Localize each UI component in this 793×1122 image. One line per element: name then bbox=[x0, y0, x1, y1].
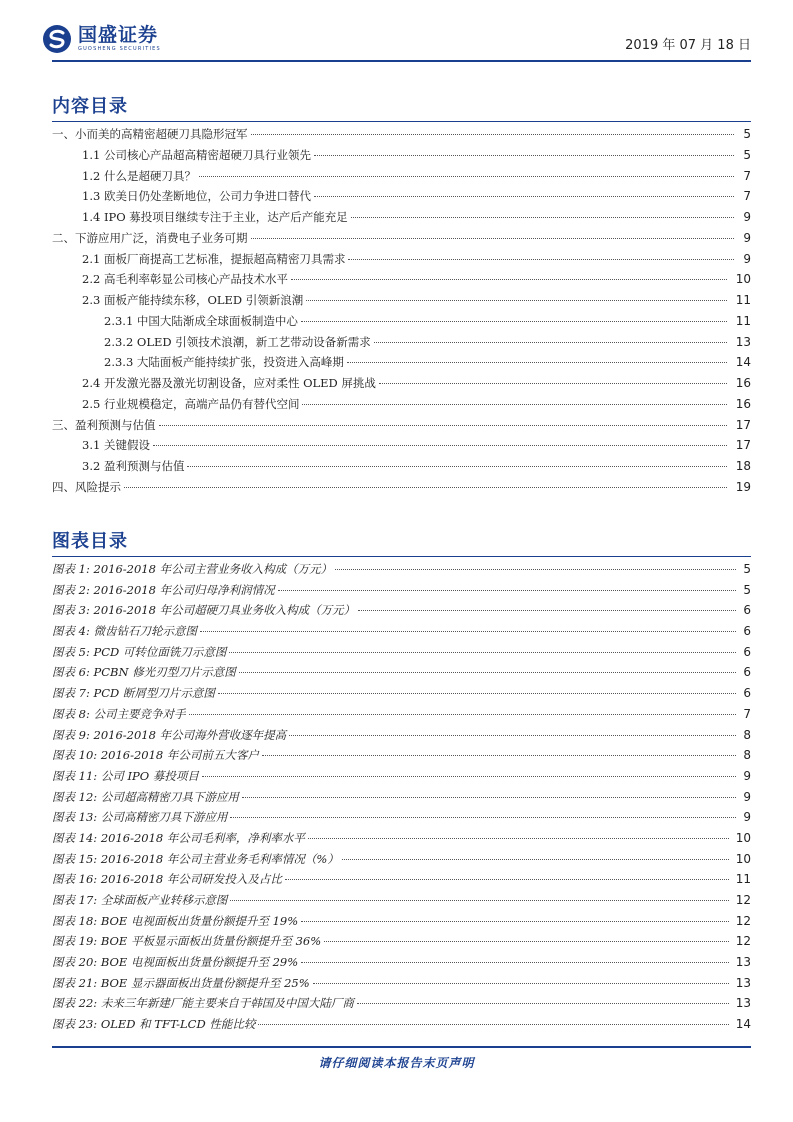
dot-leader bbox=[278, 590, 737, 591]
figure-entry[interactable] bbox=[52, 975, 751, 996]
toc-entry[interactable] bbox=[52, 313, 751, 334]
dot-leader bbox=[379, 383, 727, 384]
header-rule bbox=[52, 60, 751, 62]
report-date: 2019 年 07 月 18 日 bbox=[625, 38, 751, 53]
dot-leader bbox=[229, 652, 736, 653]
figure-entry-label: 图表 19: BOE 平板显示面板出货量份额提升至 36% bbox=[52, 934, 322, 949]
toc-entry-page: 17 bbox=[735, 417, 751, 432]
toc-entry[interactable] bbox=[52, 126, 751, 147]
figure-entry-page: 12 bbox=[735, 913, 751, 928]
figures-list bbox=[52, 561, 751, 1037]
dot-leader bbox=[308, 838, 729, 839]
figure-entry-page: 9 bbox=[743, 810, 751, 825]
toc-entry[interactable] bbox=[52, 354, 751, 375]
dot-leader bbox=[230, 817, 736, 818]
toc-entry-page: 13 bbox=[735, 334, 751, 349]
dot-leader bbox=[258, 1024, 728, 1025]
figure-entry[interactable] bbox=[52, 789, 751, 810]
dot-leader bbox=[358, 610, 736, 611]
figure-entry-label: 图表 7: PCD 断屑型刀片示意图 bbox=[52, 686, 215, 701]
dot-leader bbox=[314, 196, 734, 197]
figure-entry-page: 6 bbox=[743, 665, 751, 680]
dot-leader bbox=[242, 797, 737, 798]
dot-leader bbox=[313, 983, 729, 984]
logo-subtitle: GUOSHENG SECURITIES bbox=[78, 46, 161, 52]
figure-entry-page: 9 bbox=[743, 768, 751, 783]
toc-entry[interactable] bbox=[52, 292, 751, 313]
figure-entry[interactable] bbox=[52, 768, 751, 789]
toc-entry-label: 四、风险提示 bbox=[52, 479, 121, 494]
toc-entry-label: 2.3.1 中国大陆渐成全球面板制造中心 bbox=[104, 313, 298, 328]
dot-leader bbox=[374, 342, 727, 343]
figure-entry-label: 图表 5: PCD 可转位面铣刀示意图 bbox=[52, 644, 227, 659]
toc-entry-page: 14 bbox=[735, 355, 751, 370]
figure-entry-page: 6 bbox=[743, 603, 751, 618]
figure-entry-label: 图表 2: 2016-2018 年公司归母净利润情况 bbox=[52, 582, 275, 597]
figure-entry[interactable] bbox=[52, 582, 751, 603]
toc-entry[interactable] bbox=[52, 209, 751, 230]
figure-entry[interactable] bbox=[52, 706, 751, 727]
dot-leader bbox=[302, 404, 726, 405]
figure-entry[interactable] bbox=[52, 623, 751, 644]
figure-entry-label: 图表 15: 2016-2018 年公司主营业务毛利率情况（%） bbox=[52, 851, 339, 866]
dot-leader bbox=[187, 466, 726, 467]
dot-leader bbox=[200, 631, 736, 632]
toc-entry-page: 9 bbox=[743, 251, 751, 266]
figure-entry-label: 图表 23: OLED 和 TFT-LCD 性能比较 bbox=[52, 1017, 256, 1032]
footer-rule bbox=[52, 1046, 751, 1048]
figure-entry-page: 12 bbox=[735, 893, 751, 907]
dot-leader bbox=[348, 259, 734, 260]
figure-entry-page: 10 bbox=[735, 851, 751, 866]
toc-entry-page: 16 bbox=[735, 376, 751, 390]
figure-entry[interactable] bbox=[52, 913, 751, 934]
toc-entry[interactable] bbox=[52, 396, 751, 417]
figure-entry-page: 14 bbox=[735, 1017, 751, 1032]
dot-leader bbox=[239, 672, 737, 673]
figure-entry-label: 图表 10: 2016-2018 年公司前五大客户 bbox=[52, 748, 259, 763]
figure-entry-label: 图表 21: BOE 显示器面板出货量份额提升至 25% bbox=[52, 975, 310, 990]
figure-entry-label: 图表 14: 2016-2018 年公司毛利率，净利率水平 bbox=[52, 830, 305, 845]
logo-mark-icon bbox=[42, 24, 72, 54]
figure-entry-page: 6 bbox=[743, 686, 751, 701]
figure-entry-page: 6 bbox=[743, 644, 751, 659]
toc-entry-page: 7 bbox=[743, 168, 751, 183]
toc-entry-label: 1.1 公司核心产品超高精密超硬刀具行业领先 bbox=[82, 147, 311, 162]
toc-title: 内容目录 bbox=[52, 96, 128, 117]
toc-entry[interactable] bbox=[52, 417, 751, 438]
toc-entry-page: 19 bbox=[735, 479, 751, 494]
toc-entry-label: 一、小而美的高精密超硬刀具隐形冠军 bbox=[52, 127, 248, 141]
figure-entry-label: 图表 3: 2016-2018 年公司超硬刀具业务收入构成（万元） bbox=[52, 603, 356, 618]
toc-entry[interactable] bbox=[52, 251, 751, 272]
dot-leader bbox=[289, 735, 736, 736]
toc-entry-page: 5 bbox=[743, 127, 751, 141]
toc-entry-label: 2.1 面板厂商提高工艺标准，提振超高精密刀具需求 bbox=[82, 251, 346, 266]
dot-leader bbox=[159, 425, 727, 426]
logo-name: 国盛证券 bbox=[78, 24, 159, 46]
figure-entry[interactable] bbox=[52, 995, 751, 1016]
dot-leader bbox=[314, 155, 734, 156]
figure-entry-label: 图表 9: 2016-2018 年公司海外营收逐年提高 bbox=[52, 727, 287, 742]
toc-entry-page: 9 bbox=[743, 230, 751, 245]
toc-entry[interactable] bbox=[52, 271, 751, 292]
toc-entry-page: 10 bbox=[735, 272, 751, 287]
figure-entry-label: 图表 20: BOE 电视面板出货量份额提升至 29% bbox=[52, 955, 299, 970]
dot-leader bbox=[285, 879, 729, 880]
toc-list bbox=[52, 126, 751, 500]
toc-entry-label: 2.3.2 OLED 引领技术浪潮，新工艺带动设备新需求 bbox=[104, 334, 371, 349]
toc-entry[interactable] bbox=[52, 334, 751, 355]
figure-entry-page: 10 bbox=[735, 830, 751, 845]
toc-entry[interactable] bbox=[52, 230, 751, 251]
figure-entry[interactable] bbox=[52, 644, 751, 665]
figure-entry-label: 图表 8: 公司主要竞争对手 bbox=[52, 706, 186, 721]
logo-text bbox=[78, 25, 161, 53]
figure-entry-page: 6 bbox=[743, 624, 751, 639]
toc-entry-label: 三、盈利预测与估值 bbox=[52, 417, 156, 432]
figure-entry-label: 图表 6: PCBN 修光刃型刀片示意图 bbox=[52, 665, 236, 680]
toc-title-rule bbox=[52, 121, 751, 122]
dot-leader bbox=[230, 900, 728, 901]
figure-entry-label: 图表 11: 公司 IPO 募投项目 bbox=[52, 768, 199, 783]
toc-entry-label: 二、下游应用广泛，消费电子业务可期 bbox=[52, 230, 248, 245]
figure-entry-label: 图表 18: BOE 电视面板出货量份额提升至 19% bbox=[52, 913, 299, 928]
dot-leader bbox=[306, 300, 726, 301]
toc-entry-label: 1.2 什么是超硬刀具？ bbox=[82, 168, 196, 183]
figure-entry-page: 8 bbox=[743, 727, 751, 742]
figure-entry-label: 图表 17: 全球面板产业转移示意图 bbox=[52, 893, 228, 907]
toc-entry[interactable] bbox=[52, 375, 751, 396]
toc-entry-label: 2.4 开发激光器及激光切割设备，应对柔性 OLED 屏挑战 bbox=[82, 376, 376, 390]
dot-leader bbox=[347, 362, 727, 363]
figure-entry-page: 13 bbox=[735, 975, 751, 990]
toc-entry-page: 7 bbox=[743, 189, 751, 204]
dot-leader bbox=[251, 238, 735, 239]
figure-entry-page: 5 bbox=[743, 562, 751, 576]
figure-entry[interactable] bbox=[52, 1016, 751, 1037]
toc-entry-label: 3.1 关键假设 bbox=[82, 438, 150, 453]
figures-title-rule bbox=[52, 556, 751, 557]
toc-entry[interactable] bbox=[52, 147, 751, 168]
figure-entry-label: 图表 22: 未来三年新建厂能主要来自于韩国及中国大陆厂商 bbox=[52, 996, 354, 1011]
figure-entry[interactable] bbox=[52, 851, 751, 872]
figure-entry[interactable] bbox=[52, 892, 751, 913]
figure-entry[interactable] bbox=[52, 602, 751, 623]
dot-leader bbox=[342, 859, 729, 860]
dot-leader bbox=[357, 1003, 729, 1004]
figure-entry-page: 9 bbox=[743, 789, 751, 804]
toc-entry-label: 1.3 欧美日仍处垄断地位，公司力争进口替代 bbox=[82, 189, 311, 204]
dot-leader bbox=[251, 134, 735, 135]
dot-leader bbox=[199, 176, 734, 177]
toc-entry-page: 16 bbox=[735, 396, 751, 411]
figure-entry-label: 图表 13: 公司高精密刀具下游应用 bbox=[52, 810, 228, 825]
figure-entry[interactable] bbox=[52, 933, 751, 954]
figure-entry-page: 13 bbox=[735, 996, 751, 1011]
dot-leader bbox=[335, 569, 736, 570]
footer-disclaimer: 请仔细阅读本报告末页声明 bbox=[318, 1056, 475, 1070]
toc-entry-page: 11 bbox=[735, 293, 751, 307]
toc-entry[interactable] bbox=[52, 437, 751, 458]
dot-leader bbox=[351, 217, 735, 218]
figure-entry-label: 图表 16: 2016-2018 年公司研发投入及占比 bbox=[52, 872, 282, 887]
dot-leader bbox=[124, 487, 727, 488]
dot-leader bbox=[202, 776, 737, 777]
dot-leader bbox=[324, 941, 729, 942]
figure-entry[interactable] bbox=[52, 809, 751, 830]
figure-entry-page: 5 bbox=[743, 582, 751, 597]
figure-entry[interactable] bbox=[52, 954, 751, 975]
figure-entry-label: 图表 1: 2016-2018 年公司主营业务收入构成（万元） bbox=[52, 562, 333, 576]
figure-entry-page: 11 bbox=[735, 872, 751, 887]
dot-leader bbox=[301, 321, 727, 322]
toc-entry[interactable] bbox=[52, 479, 751, 500]
figure-entry[interactable] bbox=[52, 871, 751, 892]
figure-entry-page: 7 bbox=[743, 706, 751, 721]
dot-leader bbox=[301, 921, 729, 922]
dot-leader bbox=[153, 445, 727, 446]
toc-entry-label: 1.4 IPO 募投项目继续专注于主业，达产后产能充足 bbox=[82, 210, 348, 224]
toc-entry-label: 2.5 行业规模稳定，高端产品仍有替代空间 bbox=[82, 396, 300, 411]
toc-entry-label: 2.2 高毛利率彰显公司核心产品技术水平 bbox=[82, 272, 288, 287]
toc-entry-label: 2.3.3 大陆面板产能持续扩张，投资进入高峰期 bbox=[104, 355, 344, 370]
dot-leader bbox=[189, 714, 737, 715]
dot-leader bbox=[218, 693, 736, 694]
toc-entry-page: 18 bbox=[735, 459, 751, 473]
company-logo bbox=[42, 24, 161, 54]
figure-entry-label: 图表 12: 公司超高精密刀具下游应用 bbox=[52, 789, 239, 804]
dot-leader bbox=[301, 962, 729, 963]
toc-entry-page: 5 bbox=[743, 147, 751, 162]
figures-title: 图表目录 bbox=[52, 531, 128, 552]
figure-entry-page: 12 bbox=[735, 934, 751, 949]
figure-entry-page: 8 bbox=[743, 748, 751, 763]
figure-entry-label: 图表 4: 微齿钻石刀轮示意图 bbox=[52, 624, 198, 639]
toc-entry-page: 11 bbox=[735, 313, 751, 328]
figure-entry[interactable] bbox=[52, 830, 751, 851]
figure-entry[interactable] bbox=[52, 747, 751, 768]
toc-entry[interactable] bbox=[52, 168, 751, 189]
dot-leader bbox=[262, 755, 736, 756]
toc-entry[interactable] bbox=[52, 458, 751, 479]
toc-entry-label: 3.2 盈利预测与估值 bbox=[82, 459, 185, 473]
dot-leader bbox=[291, 279, 727, 280]
toc-entry[interactable] bbox=[52, 188, 751, 209]
toc-entry-page: 17 bbox=[735, 438, 751, 453]
figure-entry[interactable] bbox=[52, 685, 751, 706]
figure-entry[interactable] bbox=[52, 664, 751, 685]
toc-entry-page: 9 bbox=[743, 210, 751, 224]
toc-entry-label: 2.3 面板产能持续东移，OLED 引领新浪潮 bbox=[82, 293, 304, 307]
figure-entry[interactable] bbox=[52, 727, 751, 748]
figure-entry[interactable] bbox=[52, 561, 751, 582]
figure-entry-page: 13 bbox=[735, 955, 751, 970]
